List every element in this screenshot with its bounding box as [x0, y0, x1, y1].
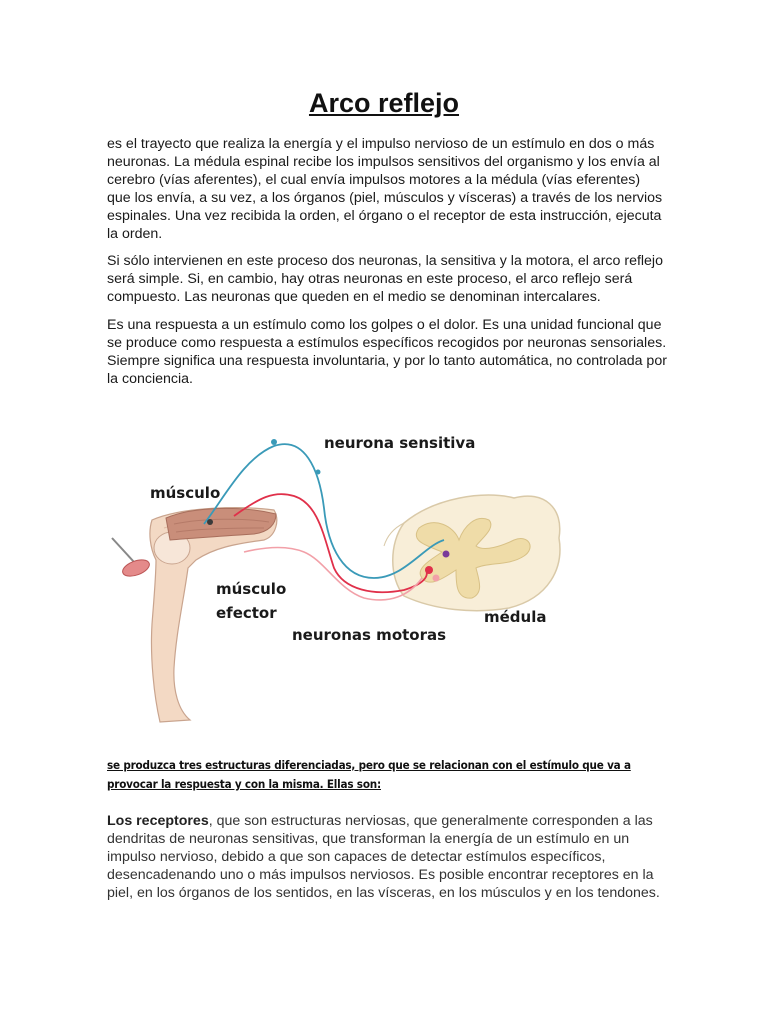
motor-neuron-body — [425, 566, 433, 574]
label-musculo-efector-2: efector — [216, 604, 277, 622]
paragraph-response: Es una respuesta a un estímulo como los golpes o el dolor. Es una unidad funcional que se produce como respuesta a estímulos específicos recogidos por neuronas sensoriales. Siempre significa una respuesta involuntaria, y por lo tanto automática, no controlada por la conciencia. — [107, 317, 667, 387]
receptor-dot — [207, 519, 213, 525]
receptores-lead: Los receptores — [107, 813, 209, 829]
paragraph-receptores — [107, 812, 667, 902]
receptores-text: , que son estructuras nerviosas, que generalmente corresponden a las dendritas de neuronas sensitivas, que transforman la energía de un estímulo en un impulso nervioso, debido a que son capaces de detectar estímulos específicos, desencadenando uno o más impulsos nerviosos. Es posible encontrar receptores en la piel, en los órganos de los sentidos, en las vísceras, en los músculos y en los tendones. — [107, 813, 660, 901]
interneuron-dot — [443, 551, 450, 558]
sensory-ganglion-dot — [271, 439, 277, 445]
section-subheading: se produzca tres estructuras diferenciadas, pero que se relacionan con el estímulo que va a provocar la respuesta y con la misma. Ellas son: — [107, 758, 631, 791]
label-neurona-sensitiva: neurona sensitiva — [324, 434, 476, 452]
paragraph-simple-compound: Si sólo intervienen en este proceso dos neuronas, la sensitiva y la motora, el arco reflejo será simple. Si, en cambio, hay otras neuronas en este proceso, el arco reflejo será compuesto. Las neuronas que queden en el medio se denominan intercalares. — [107, 253, 663, 305]
paragraph-definition: es el trayecto que realiza la energía y el impulso nervioso de un estímulo en dos o más neuronas. La médula espinal recibe los impulsos sensitivos del organismo y los envía al cerebro (vías aferentes), el cual envía impulsos motores a la médula (vías eferentes) que los envía, a su vez, a los órganos (piel, músculos y vísceras) a través de los nervios espinales. Una vez recibida la orden, el órgano o el receptor de esta instrucción, ejecuta la orden. — [107, 136, 663, 242]
label-musculo: músculo — [150, 484, 221, 502]
sensory-node-dot — [316, 470, 321, 475]
reflex-arc-illustration — [104, 428, 574, 728]
label-musculo-efector-1: músculo — [216, 580, 287, 598]
spinal-cord — [384, 495, 560, 611]
label-neuronas-motoras: neuronas motoras — [292, 626, 447, 644]
label-medula: médula — [484, 608, 547, 626]
reflex-arc-diagram — [104, 428, 574, 728]
motor-neuron-body-light — [433, 575, 440, 582]
page-title: Arco reflejo — [308, 88, 460, 118]
reflex-hammer — [112, 538, 152, 579]
